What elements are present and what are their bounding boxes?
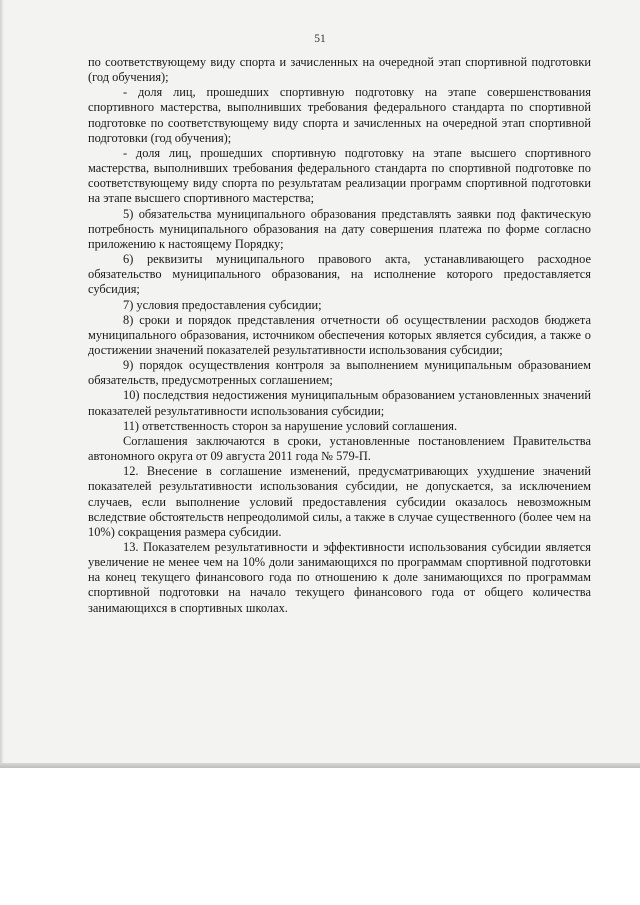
paragraph: 6) реквизиты муниципального правового акта, устанавливающего расходное обязательство муниципального образования, на исполнение которого предоставляется субсидия; bbox=[88, 252, 591, 297]
paragraph: 7) условия предоставления субсидии; bbox=[123, 297, 322, 312]
paragraph: 12. Внесение в соглашение изменений, предусматривающих ухудшение значений показателей результативности использования субсидии, не допускается, за исключением случаев, если выполнение условий предоставления субсидии оказалось невозможным вследствие обстоятельств непреодолимой силы, а также в случае существенного (более чем на 10%) сокращения размера субсидии. bbox=[88, 464, 591, 539]
page-number: 51 bbox=[314, 33, 326, 45]
paragraph: - доля лиц, прошедших спортивную подготовку на этапе совершенствования спортивного мастерства, выполнивших требования федерального стандарта по спортивной подготовке по соответствующему виду спорта и зачисленных на очередной этап спортивной подготовки (год обучения); bbox=[88, 85, 591, 145]
paragraph: 11) ответственность сторон за нарушение условий соглашения. bbox=[123, 418, 458, 433]
paragraph: - доля лиц, прошедших спортивную подготовку на этапе высшего спортивного мастерства, выполнивших требования федерального стандарта по спортивной подготовке по соответствующему виду спорта по результатам реализации программ спортивной подготовки на этапе высшего спортивного мастерства; bbox=[88, 145, 591, 206]
paragraph: 10) последствия недостижения муниципальным образованием установленных значений показателей результативности использования субсидии; bbox=[88, 388, 591, 418]
scan-left-edge bbox=[0, 0, 4, 768]
paragraph: 8) сроки и порядок представления отчетности об осуществлении расходов бюджета муниципального образования, источником обеспечения которых является субсидия, а также о достижении значений показателей результативности использования субсидии; bbox=[88, 312, 591, 357]
paragraph: по соответствующему виду спорта и зачисленных на очередной этап спортивной подготовки (год обучения); bbox=[88, 55, 591, 85]
paragraph: 5) обязательства муниципального образования представлять заявки под фактическую потребность муниципального образования на дату совершения платежа по форме согласно приложению к настоящему Порядку; bbox=[88, 206, 591, 251]
paragraph: 9) порядок осуществления контроля за выполнением муниципальным образованием обязательств, предусмотренных соглашением; bbox=[88, 358, 591, 388]
paragraph: 13. Показателем результативности и эффективности использования субсидии является увеличение не менее чем на 10% доли занимающихся по программам спортивной подготовки на конец текущего финансового года по отношению к доле занимающихся по программам спортивной подготовки на начало текущего финансового года от общего количества занимающихся в спортивных школах. bbox=[88, 540, 591, 615]
document-body bbox=[88, 55, 591, 616]
paragraph: Соглашения заключаются в сроки, установленные постановлением Правительства автономного округа от 09 августа 2011 года № 579-П. bbox=[88, 433, 591, 464]
scan-bottom-edge bbox=[0, 763, 640, 768]
